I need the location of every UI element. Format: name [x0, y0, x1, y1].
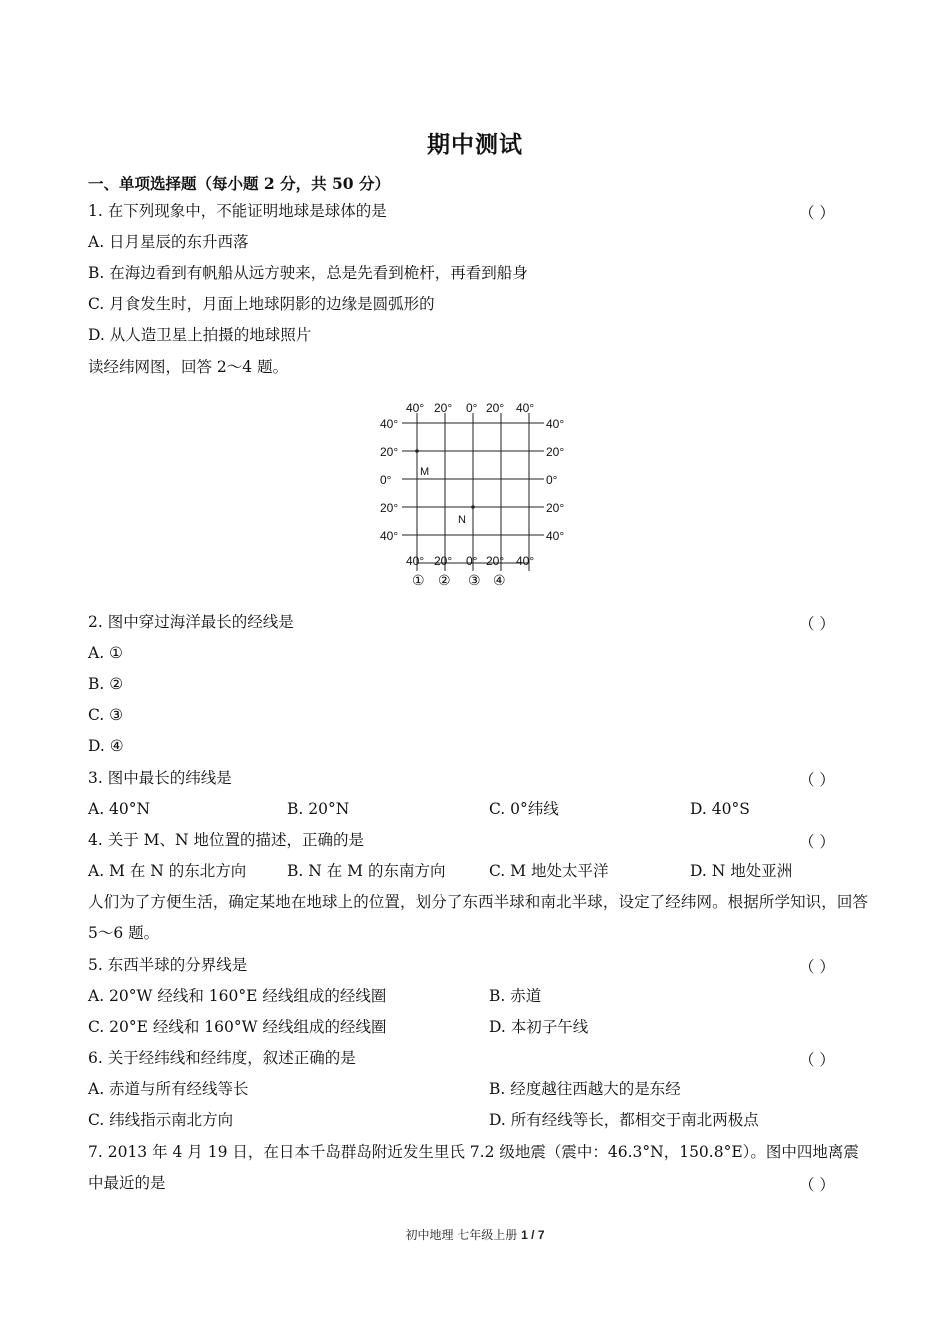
question-3-option-c: C. 0°纬线 — [489, 800, 559, 818]
map-right-label: 0° — [546, 473, 558, 487]
point-n-label: N — [458, 514, 466, 526]
map-bottom-label: 20° — [434, 554, 453, 568]
point-m-label: M — [420, 466, 430, 478]
map-bottom-label: 20° — [486, 554, 505, 568]
question-6-stem: 6. 关于经纬线和经纬度，叙述正确的是 — [88, 1049, 356, 1067]
intro-5-6: 人们为了方便生活，确定某地在地球上的位置，划分了东西半球和南北半球，设定了经纬网。根据所学知识，回答 5～6 题。 — [88, 893, 868, 942]
map-right-label: 40° — [546, 417, 565, 431]
question-4-option-d: D. N 地处亚洲 — [690, 862, 793, 880]
map-left-label: 0° — [380, 473, 392, 487]
question-6-option-c: C. 纬线指示南北方向 — [88, 1111, 234, 1129]
map-bottom-label: 40° — [516, 554, 535, 568]
page-title: 期中测试 — [427, 131, 523, 158]
map-top-label: 40° — [406, 401, 425, 415]
question-5-option-a: A. 20°W 经线和 160°E 经线组成的经线圈 — [88, 987, 387, 1005]
question-2-stem: 2. 图中穿过海洋最长的经线是 — [88, 613, 294, 631]
map-left-label: 20° — [380, 445, 399, 459]
answer-blank-4: （ ） — [799, 833, 835, 851]
question-3-option-a: A. 40°N — [88, 800, 151, 818]
map-left-label: 20° — [380, 501, 399, 515]
answer-blank-3: （ ） — [799, 771, 835, 789]
question-2-option-a: A. ① — [88, 644, 123, 662]
question-1-option-c: C. 月食发生时，月面上地球阴影的边缘是圆弧形的 — [88, 295, 435, 313]
answer-blank-5: （ ） — [799, 958, 835, 976]
map-top-label: 0° — [466, 401, 478, 415]
question-4-option-b: B. N 在 M 的东南方向 — [287, 862, 446, 880]
section-heading: 一、单项选择题（每小题 2 分，共 50 分） — [88, 174, 390, 193]
question-2-option-c: C. ③ — [88, 706, 124, 724]
meridian-marker-2: ② — [438, 572, 451, 588]
meridian-marker-4: ④ — [493, 572, 506, 588]
map-right-label: 20° — [546, 445, 565, 459]
question-1-stem: 1. 在下列现象中，不能证明地球是球体的是 — [88, 202, 387, 220]
answer-blank-2: （ ） — [799, 615, 835, 633]
question-3-option-b: B. 20°N — [287, 800, 350, 818]
page-number: 1 / 7 — [521, 1228, 545, 1242]
question-1-option-a: A. 日月星辰的东升西落 — [88, 233, 249, 251]
question-5-stem: 5. 东西半球的分界线是 — [88, 956, 248, 974]
question-3-stem: 3. 图中最长的纬线是 — [88, 769, 232, 787]
question-4-option-a: A. M 在 N 的东北方向 — [88, 862, 247, 880]
question-1-option-d: D. 从人造卫星上拍摄的地球照片 — [88, 326, 312, 344]
question-4-stem: 4. 关于 M、N 地位置的描述，正确的是 — [88, 831, 365, 849]
page-footer — [0, 1226, 950, 1243]
graticule-map — [370, 393, 580, 593]
question-6-option-d: D. 所有经线等长，都相交于南北两极点 — [489, 1111, 759, 1129]
question-6-option-a: A. 赤道与所有经线等长 — [88, 1080, 249, 1098]
question-7-stem-cont: 中最近的是 — [88, 1174, 166, 1192]
question-6-option-b: B. 经度越往西越大的是东经 — [489, 1080, 681, 1098]
map-right-label: 20° — [546, 501, 565, 515]
meridian-marker-1: ① — [412, 572, 425, 588]
question-1-option-b: B. 在海边看到有帆船从远方驶来，总是先看到桅杆，再看到船身 — [88, 264, 528, 282]
question-5-option-d: D. 本初子午线 — [489, 1018, 589, 1036]
map-top-label: 40° — [516, 401, 535, 415]
question-4-option-c: C. M 地处太平洋 — [489, 862, 609, 880]
question-2-option-d: D. ④ — [88, 737, 124, 755]
answer-blank-6: （ ） — [799, 1051, 835, 1069]
answer-blank-7: （ ） — [799, 1176, 835, 1194]
map-top-label: 20° — [486, 401, 505, 415]
question-3-option-d: D. 40°S — [690, 800, 750, 818]
map-bottom-label: 40° — [406, 554, 425, 568]
meridian-marker-3: ③ — [468, 572, 481, 588]
map-bottom-label: 0° — [466, 554, 478, 568]
intro-2-4: 读经纬网图，回答 2～4 题。 — [88, 358, 289, 376]
map-left-label: 40° — [380, 417, 399, 431]
map-left-label: 40° — [380, 529, 399, 543]
question-5-option-b: B. 赤道 — [489, 987, 542, 1005]
answer-blank-1: （ ） — [799, 204, 835, 222]
question-5-option-c: C. 20°E 经线和 160°W 经线组成的经线圈 — [88, 1018, 387, 1036]
map-top-label: 20° — [434, 401, 453, 415]
footer-text: 初中地理 七年级上册 — [405, 1228, 518, 1242]
map-right-label: 40° — [546, 529, 565, 543]
question-2-option-b: B. ② — [88, 675, 124, 693]
question-7-stem: 7. 2013 年 4 月 19 日，在日本千岛群岛附近发生里氏 7.2 级地震（震中：46.3°N，150.8°E）。图中四地离震 — [88, 1143, 859, 1161]
